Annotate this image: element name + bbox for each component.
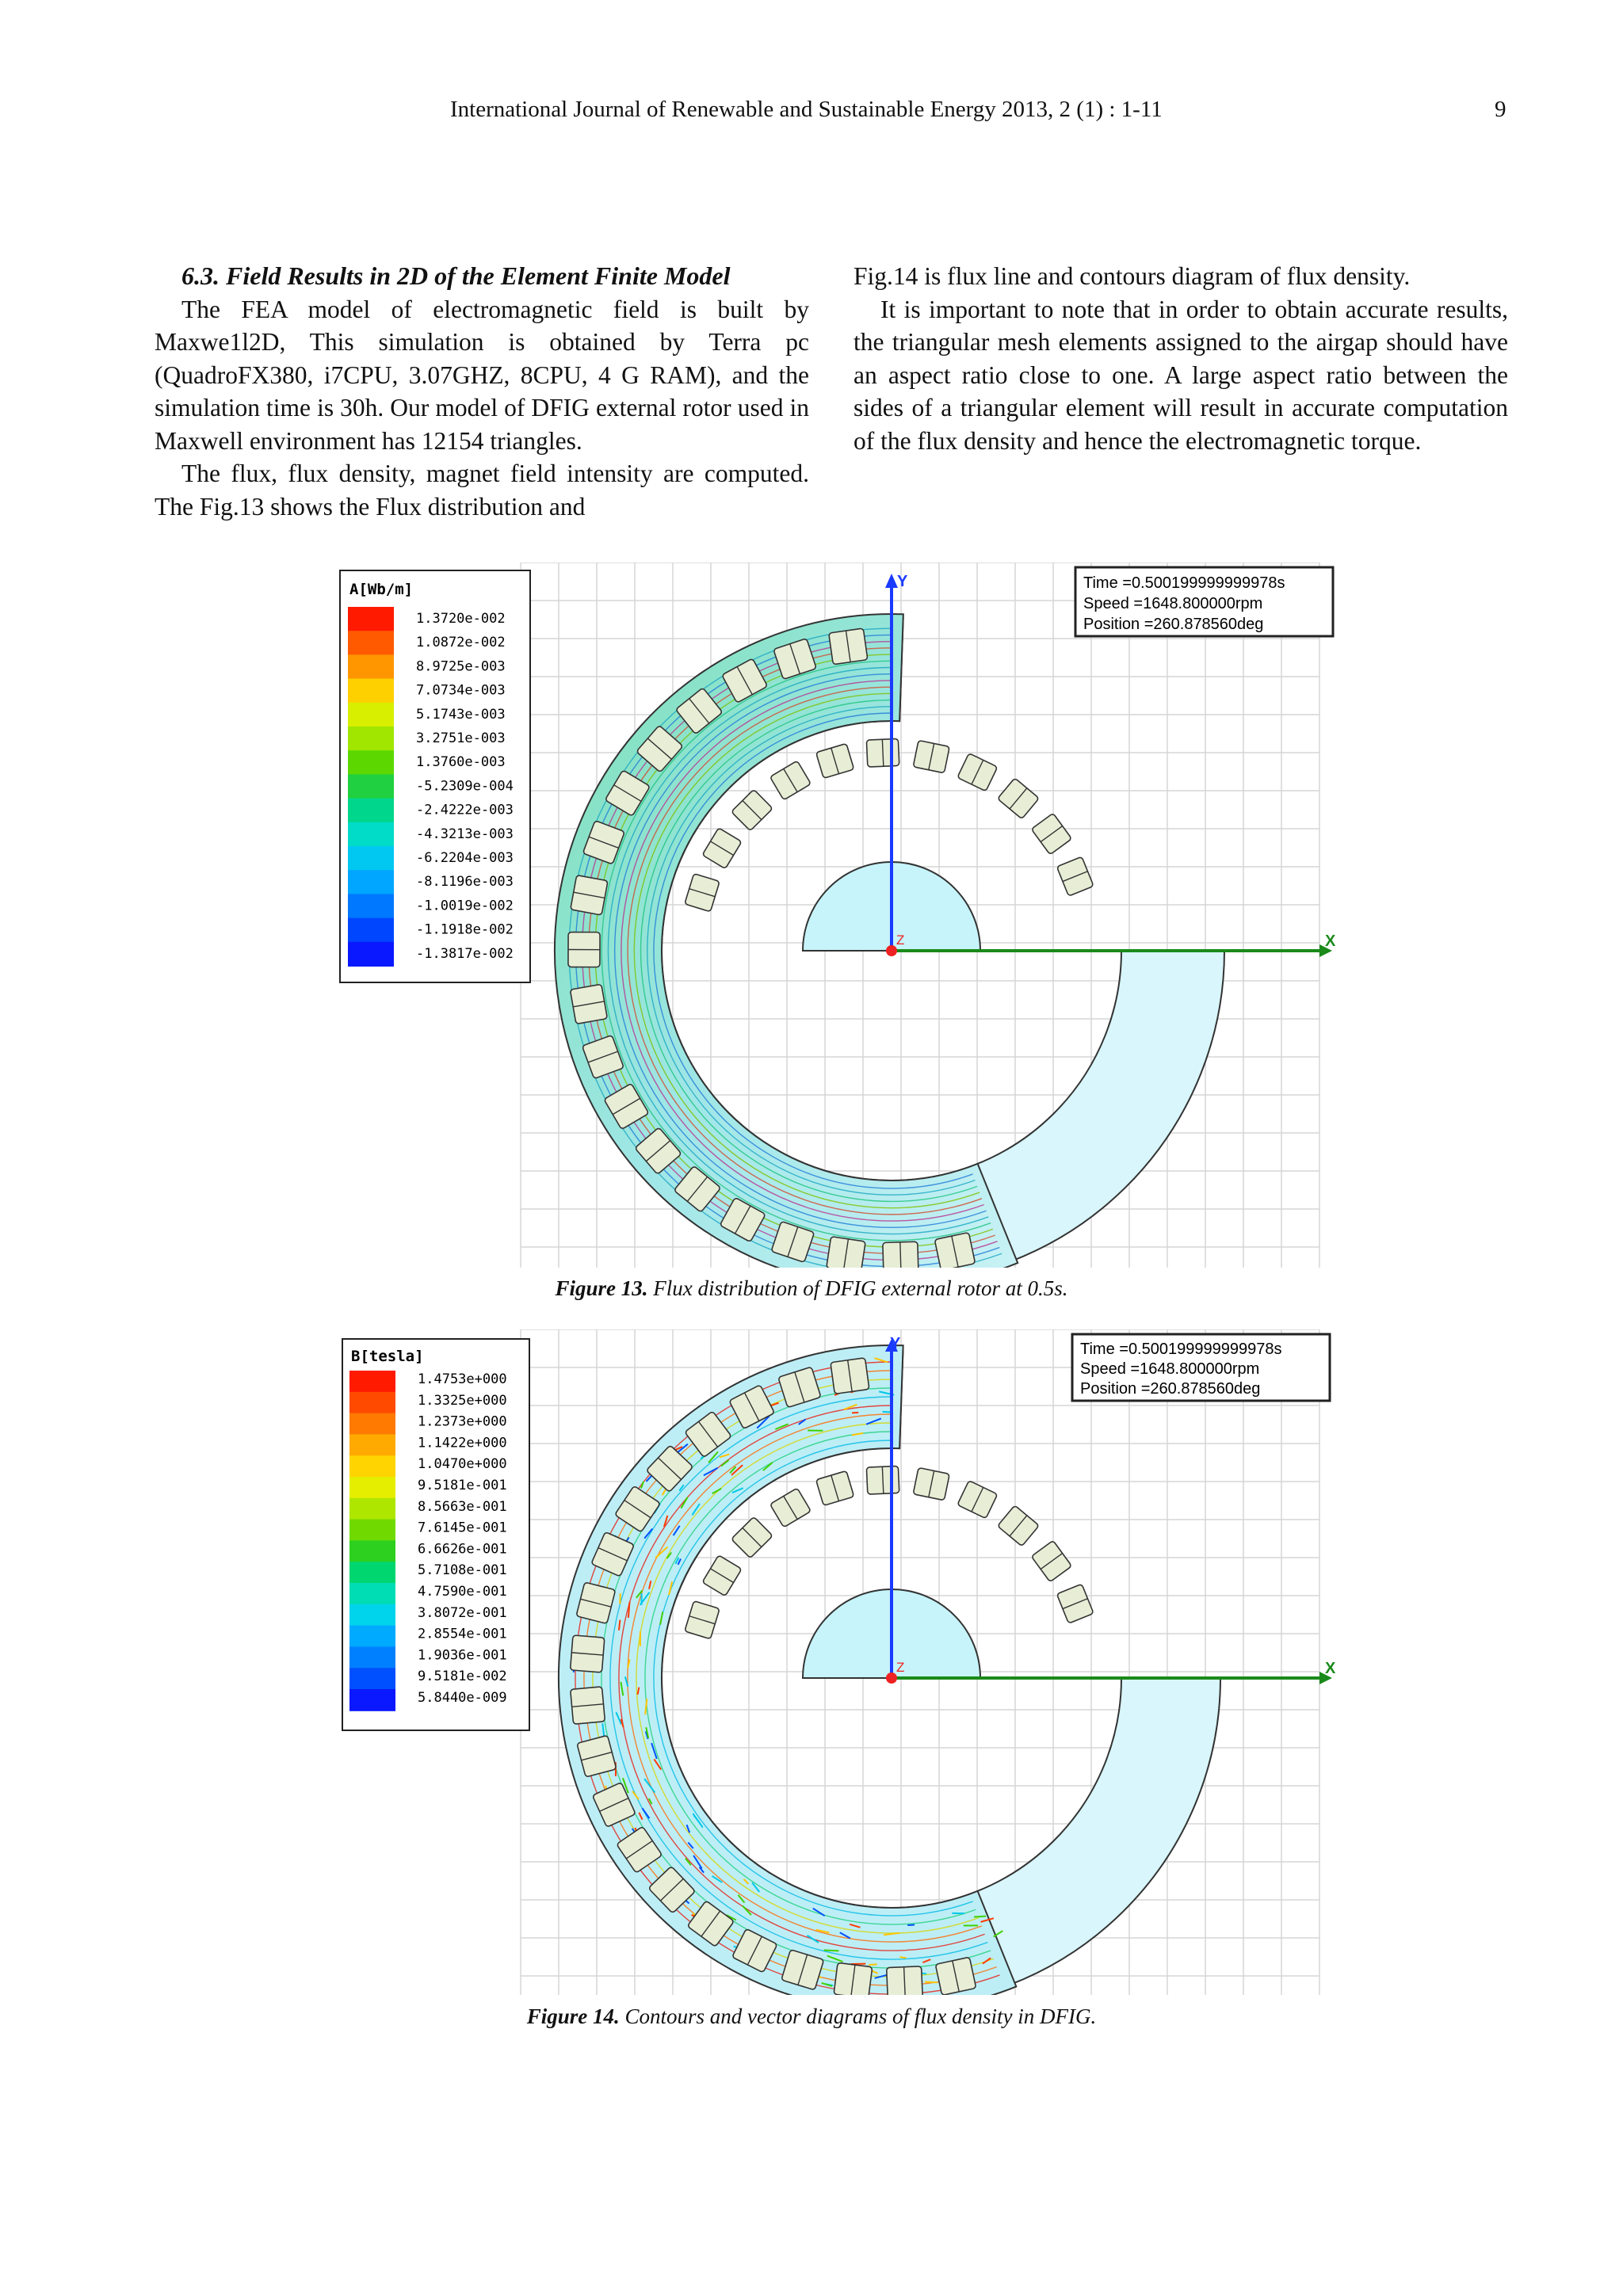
legend-value: -1.1918e-002 — [416, 921, 514, 938]
y-axis-label: Y — [897, 573, 908, 590]
legend-swatch — [348, 631, 394, 655]
legend-swatch — [349, 1371, 395, 1393]
legend-swatch — [349, 1520, 395, 1542]
figure-14 — [337, 1329, 1335, 1995]
legend-value: 1.1422e+000 — [418, 1435, 507, 1451]
legend-swatch — [348, 894, 394, 918]
legend-value: 1.3720e-002 — [416, 611, 506, 627]
legend-value: -1.3817e-002 — [416, 945, 514, 962]
legend-swatch — [348, 799, 394, 823]
legend-swatch — [349, 1434, 395, 1456]
caption-label: Figure 14. — [526, 2004, 620, 2028]
legend-value: 2.8554e-001 — [418, 1626, 507, 1642]
paragraph: Fig.14 is flux line and contours diagram of flux density. — [854, 262, 1411, 290]
legend-swatch — [348, 750, 394, 775]
right-column — [854, 260, 1508, 457]
legend-swatch — [348, 727, 394, 751]
legend-swatch — [349, 1455, 395, 1478]
caption-label: Figure 13. — [555, 1276, 648, 1300]
legend-swatch — [349, 1498, 395, 1520]
flux-vector — [899, 1957, 906, 1958]
info-time: Time =0.500199999999978s — [1080, 1341, 1282, 1358]
legend-value: 9.5181e-002 — [418, 1669, 507, 1685]
flux-vector — [869, 1964, 876, 1965]
slot — [913, 1467, 949, 1500]
legend-swatch — [349, 1604, 395, 1627]
colorbar-legend — [340, 570, 530, 982]
legend-value: -8.1196e-003 — [416, 874, 514, 891]
legend-value: 5.7108e-001 — [418, 1562, 507, 1579]
legend-swatch — [348, 703, 394, 727]
legend-value: 1.0872e-002 — [416, 635, 506, 651]
slot — [829, 628, 868, 665]
slot — [913, 740, 949, 772]
legend-swatch — [348, 774, 394, 799]
figure-13 — [337, 563, 1335, 1268]
origin-marker — [886, 945, 897, 956]
legend-value: 5.8440e-009 — [418, 1690, 507, 1706]
slot — [934, 1233, 975, 1268]
slot — [887, 1966, 923, 1995]
slot — [570, 984, 607, 1024]
legend-value: 1.4753e+000 — [418, 1371, 507, 1387]
figure-14-caption — [0, 2004, 1623, 2029]
legend-value: 8.9725e-003 — [416, 658, 506, 675]
running-header — [0, 93, 1623, 132]
y-axis-label: Y — [890, 1335, 901, 1352]
paragraph: The flux, flux density, magnet field intensity are computed. The Fig.13 shows the Flux distribution and — [155, 460, 809, 521]
legend-value: 6.6626e-001 — [418, 1541, 507, 1558]
origin-marker — [886, 1672, 897, 1684]
info-position: Position =260.878560deg — [1080, 1380, 1261, 1398]
legend-value: 1.2373e+000 — [418, 1413, 507, 1430]
figure-13-caption — [0, 1276, 1623, 1301]
figure-13-plot — [337, 563, 1335, 1268]
left-column — [155, 260, 809, 523]
caption-text: Flux distribution of DFIG external rotor at 0.5s. — [647, 1276, 1068, 1300]
legend-value: 7.6145e-001 — [418, 1520, 507, 1536]
legend-value: 1.3325e+000 — [418, 1392, 507, 1409]
simulation-info-box — [1072, 1334, 1330, 1401]
legend-value: 4.7590e-001 — [418, 1584, 507, 1600]
slot — [883, 1241, 918, 1268]
legend-value: 1.9036e-001 — [418, 1647, 507, 1664]
legend-value: 9.5181e-001 — [418, 1478, 507, 1493]
legend-swatch — [348, 870, 394, 894]
slot — [834, 1962, 873, 1995]
paragraph: The FEA model of electromagnetic field is built by Maxwe1l2D, This simulation is obtained by Terra pc (QuadroFX380, i7CPU, 3.07GHZ, 8CPU, 4 G RAM), and the simulation time is 30h. Our model of DFIG external rotor used in Maxwell environment has 12154 triangles. — [155, 295, 809, 455]
legend-swatch — [349, 1626, 395, 1648]
section-heading: 6.3. Field Results in 2D of the Element Finite Model — [181, 261, 731, 290]
legend-swatch — [348, 846, 394, 871]
info-speed: Speed =1648.800000rpm — [1080, 1360, 1260, 1378]
slot — [827, 1237, 865, 1268]
slot — [571, 1635, 605, 1672]
z-axis-label: Z — [896, 1660, 905, 1675]
slot — [571, 1687, 605, 1724]
legend-swatch — [349, 1668, 395, 1690]
legend-value: 8.5663e-001 — [418, 1498, 507, 1515]
legend-swatch — [348, 654, 394, 679]
legend-value: 1.3760e-003 — [416, 754, 506, 771]
legend-swatch — [349, 1477, 395, 1499]
legend-value: 3.8072e-001 — [418, 1604, 507, 1621]
legend-value: 3.2751e-003 — [416, 730, 506, 746]
legend-title: B[tesla] — [351, 1348, 424, 1365]
legend-swatch — [349, 1392, 395, 1414]
x-axis-label: X — [1325, 933, 1335, 950]
legend-value: 7.0734e-003 — [416, 682, 506, 699]
legend-value: 1.0470e+000 — [418, 1456, 507, 1473]
legend-value: -1.0019e-002 — [416, 898, 514, 914]
legend-swatch — [348, 822, 394, 847]
slot — [831, 1358, 869, 1394]
legend-swatch — [348, 679, 394, 704]
legend-value: -6.2204e-003 — [416, 850, 514, 866]
legend-title: A[Wb/m] — [349, 581, 414, 598]
legend-swatch — [348, 918, 394, 943]
legend-swatch — [349, 1689, 395, 1711]
legend-value: 5.1743e-003 — [416, 706, 506, 723]
figure-14-plot — [337, 1329, 1335, 1995]
legend-swatch — [349, 1413, 395, 1436]
legend-swatch — [349, 1562, 395, 1584]
legend-swatch — [349, 1583, 395, 1605]
slot — [571, 875, 608, 916]
flux-vector — [925, 1982, 938, 1983]
slot — [568, 933, 600, 967]
legend-swatch — [348, 607, 394, 631]
paragraph: It is important to note that in order to obtain accurate results, the triangular mesh elements assigned to the airgap should have an aspect ratio close to one. A large aspect ratio between the sides of a triangular element will result in accurate computation of the flux density and hence the electromagnetic torque. — [854, 295, 1508, 455]
colorbar-legend — [342, 1339, 529, 1730]
legend-swatch — [349, 1646, 395, 1669]
flux-vector — [824, 1950, 839, 1951]
legend-swatch — [349, 1540, 395, 1562]
info-position: Position =260.878560deg — [1083, 616, 1264, 633]
simulation-info-box — [1075, 567, 1333, 636]
legend-value: -2.4222e-003 — [416, 802, 514, 818]
info-time: Time =0.500199999999978s — [1083, 574, 1285, 592]
caption-text: Contours and vector diagrams of flux density in DFIG. — [619, 2004, 1097, 2028]
journal-citation: International Journal of Renewable and Sustainable Energy 2013, 2 (1) : 1-11 — [450, 97, 1163, 122]
z-axis-label: Z — [896, 933, 905, 948]
slot — [866, 1466, 899, 1494]
info-speed: Speed =1648.800000rpm — [1083, 595, 1263, 612]
legend-swatch — [348, 942, 394, 967]
slot — [935, 1957, 976, 1995]
page-number: 9 — [1495, 97, 1507, 122]
x-axis-label: X — [1325, 1660, 1335, 1677]
legend-value: -4.3213e-003 — [416, 826, 514, 842]
slot — [866, 738, 899, 767]
legend-value: -5.2309e-004 — [416, 778, 514, 795]
